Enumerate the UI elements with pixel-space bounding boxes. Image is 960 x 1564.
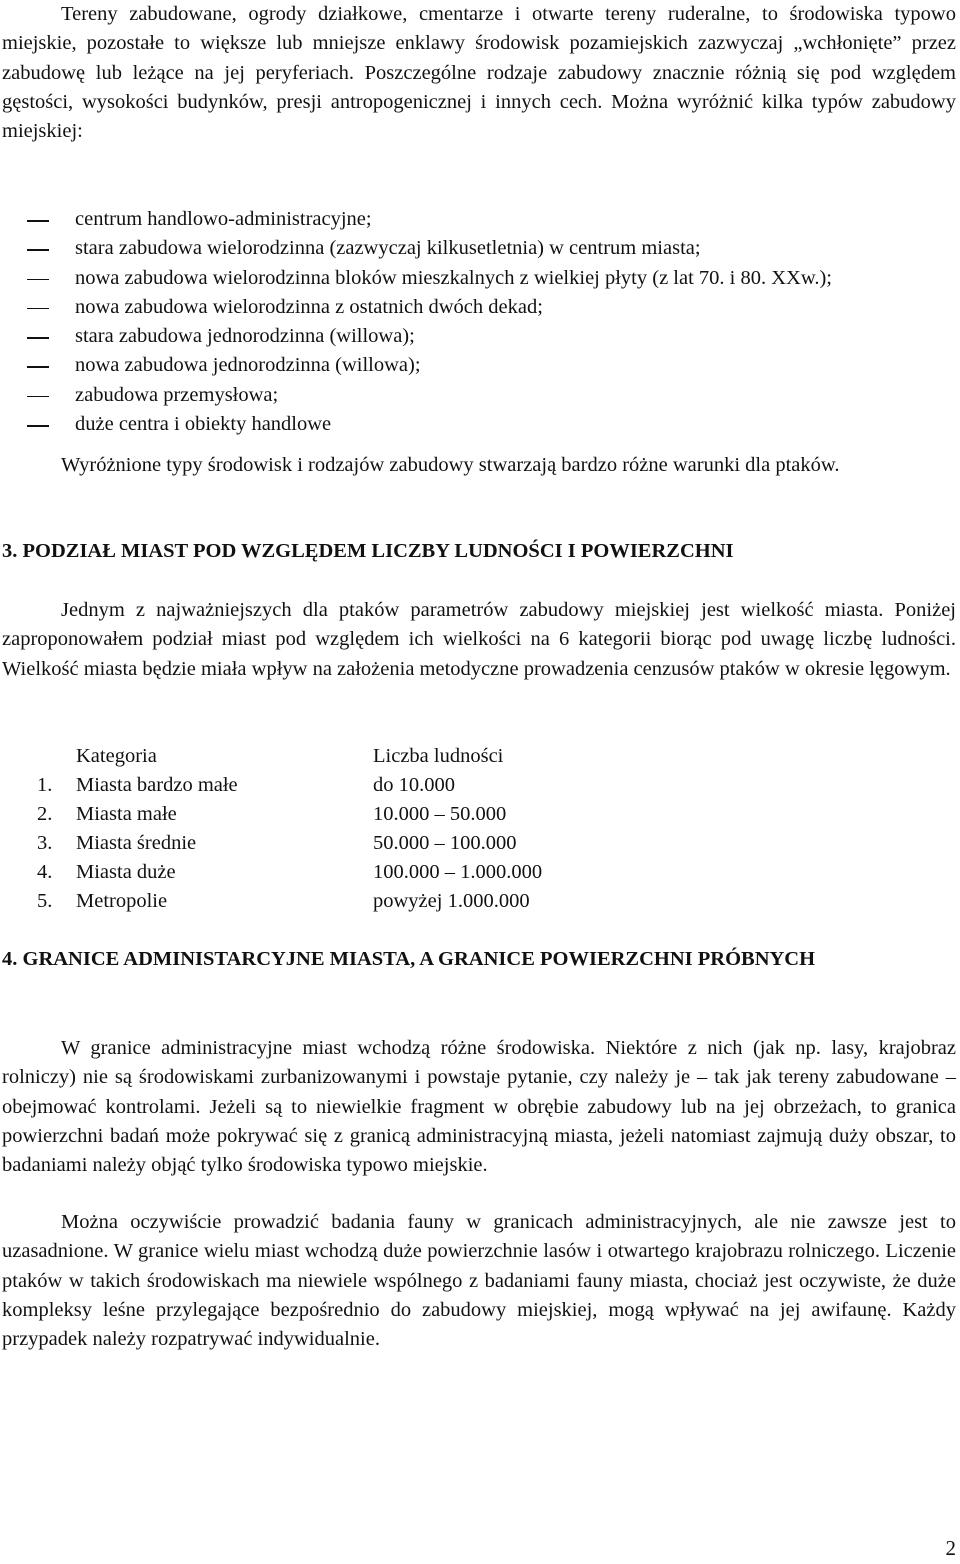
dash-bullet: [27, 249, 49, 251]
page-number: 2: [945, 1536, 956, 1560]
list-item: centrum handlowo-administracyjne;: [2, 205, 956, 234]
intro-paragraph: Tereny zabudowane, ogrody działkowe, cmentarze i otwarte tereny ruderalne, to środowiska typowo miejskie, pozostałe to większe lub mniejsze enklawy środowisk pozamiejskich zazwyczaj „wchłonięte” przez zabudowę lub leżące na jej peryferiach. Poszczególne rodzaje zabudowy znacznie różnią się pod względem gęstości, wysokości budynków, presji antropogenicznej i innych cech. Można wyróżnić kilka typów zabudowy miejskiej:: [2, 3, 956, 143]
section-3-paragraph: Jednym z najważniejszych dla ptaków parametrów zabudowy miejskiej jest wielkość miasta. Poniżej zaproponowałem podział miast pod względem ich wielkości na 6 kategorii biorąc pod uwagę liczbę ludności. Wielkość miasta będzie miała wpływ na założenia metodyczne prowadzenia cenzusów ptaków w okresie lęgowym.: [2, 599, 956, 680]
section-4-heading: 4. GRANICE ADMINISTARCYJNE MIASTA, A GRANICE POWIERZCHNI PRÓBNYCH: [2, 948, 816, 970]
dash-bullet: [27, 220, 49, 222]
list-item: stara zabudowa wielorodzinna (zazwyczaj kilkusetletnia) w centrum miasta;: [2, 234, 956, 263]
dash-bullet: [27, 366, 49, 368]
table-row: 1. Miasta bardzo małe do 10.000: [37, 774, 455, 796]
table-row: 3. Miasta średnie 50.000 – 100.000: [37, 832, 517, 854]
section-4-paragraph-1: W granice administracyjne miast wchodzą różne środowiska. Niektóre z nich (jak np. lasy, krajobraz rolniczy) nie są środowiskami zurbanizowanymi i powstaje pytanie, czy należy je – tak jak tereny zabudowane – obejmować kontrolami. Jeżeli są to niewielkie fragment w obrębie zabudowy lub na jej obrzeżach, to granica powierzchni badań może pokrywać się z granicą administracyjną miasta, jeżeli natomiast zajmują duży obszar, to badaniami należy objąć tylko środowiska typowo miejskie.: [2, 1037, 956, 1177]
list-item: duże centra i obiekty handlowe: [2, 410, 956, 439]
dash-bullet: [27, 337, 49, 339]
dash-bullet: [27, 279, 49, 281]
dash-bullet: [27, 308, 49, 310]
section-3-heading: 3. PODZIAŁ MIAST POD WZGLĘDEM LICZBY LUDNOŚCI I POWIERZCHNI: [2, 540, 734, 562]
dash-bullet: [27, 425, 49, 427]
table-header-row: [0, 742, 700, 771]
category-header: Kategoria: [76, 745, 157, 767]
list-item: zabudowa przemysłowa;: [2, 381, 956, 410]
list-item: nowa zabudowa wielorodzinna z ostatnich dwóch dekad;: [2, 293, 956, 322]
list-item: nowa zabudowa jednorodzinna (willowa);: [2, 351, 956, 380]
table-row: 4. Miasta duże 100.000 – 1.000.000: [37, 861, 543, 883]
list-item: nowa zabudowa wielorodzinna bloków mieszkalnych z wielkiej płyty (z lat 70. i 80. XXw.);: [2, 264, 956, 293]
table-row: 5. Metropolie powyżej 1.000.000: [37, 890, 530, 912]
building-types-list: [2, 205, 956, 439]
dash-bullet: [27, 396, 49, 398]
intro-closing: Wyróżnione typy środowisk i rodzajów zabudowy stwarzają bardzo różne warunki dla ptaków.: [61, 454, 840, 476]
list-item: stara zabudowa jednorodzinna (willowa);: [2, 322, 956, 351]
population-header: Liczba ludności: [373, 745, 504, 767]
table-row: 2. Miasta małe 10.000 – 50.000: [37, 803, 507, 825]
section-4-paragraph-2: Można oczywiście prowadzić badania fauny w granicach administracyjnych, ale nie zawsze jest to uzasadnione. W granice wielu miast wchodzą duże powierzchnie lasów i otwartego krajobrazu rolniczego. Liczenie ptaków w takich środowiskach ma niewiele wspólnego z badaniami fauny miasta, chociaż jest oczywiste, że duże kompleksy leśne przylegające bezpośrednio do zabudowy miejskiej, mogą wpływać na jej awifaunę. Każdy przypadek należy rozpatrywać indywidualnie.: [2, 1211, 956, 1351]
